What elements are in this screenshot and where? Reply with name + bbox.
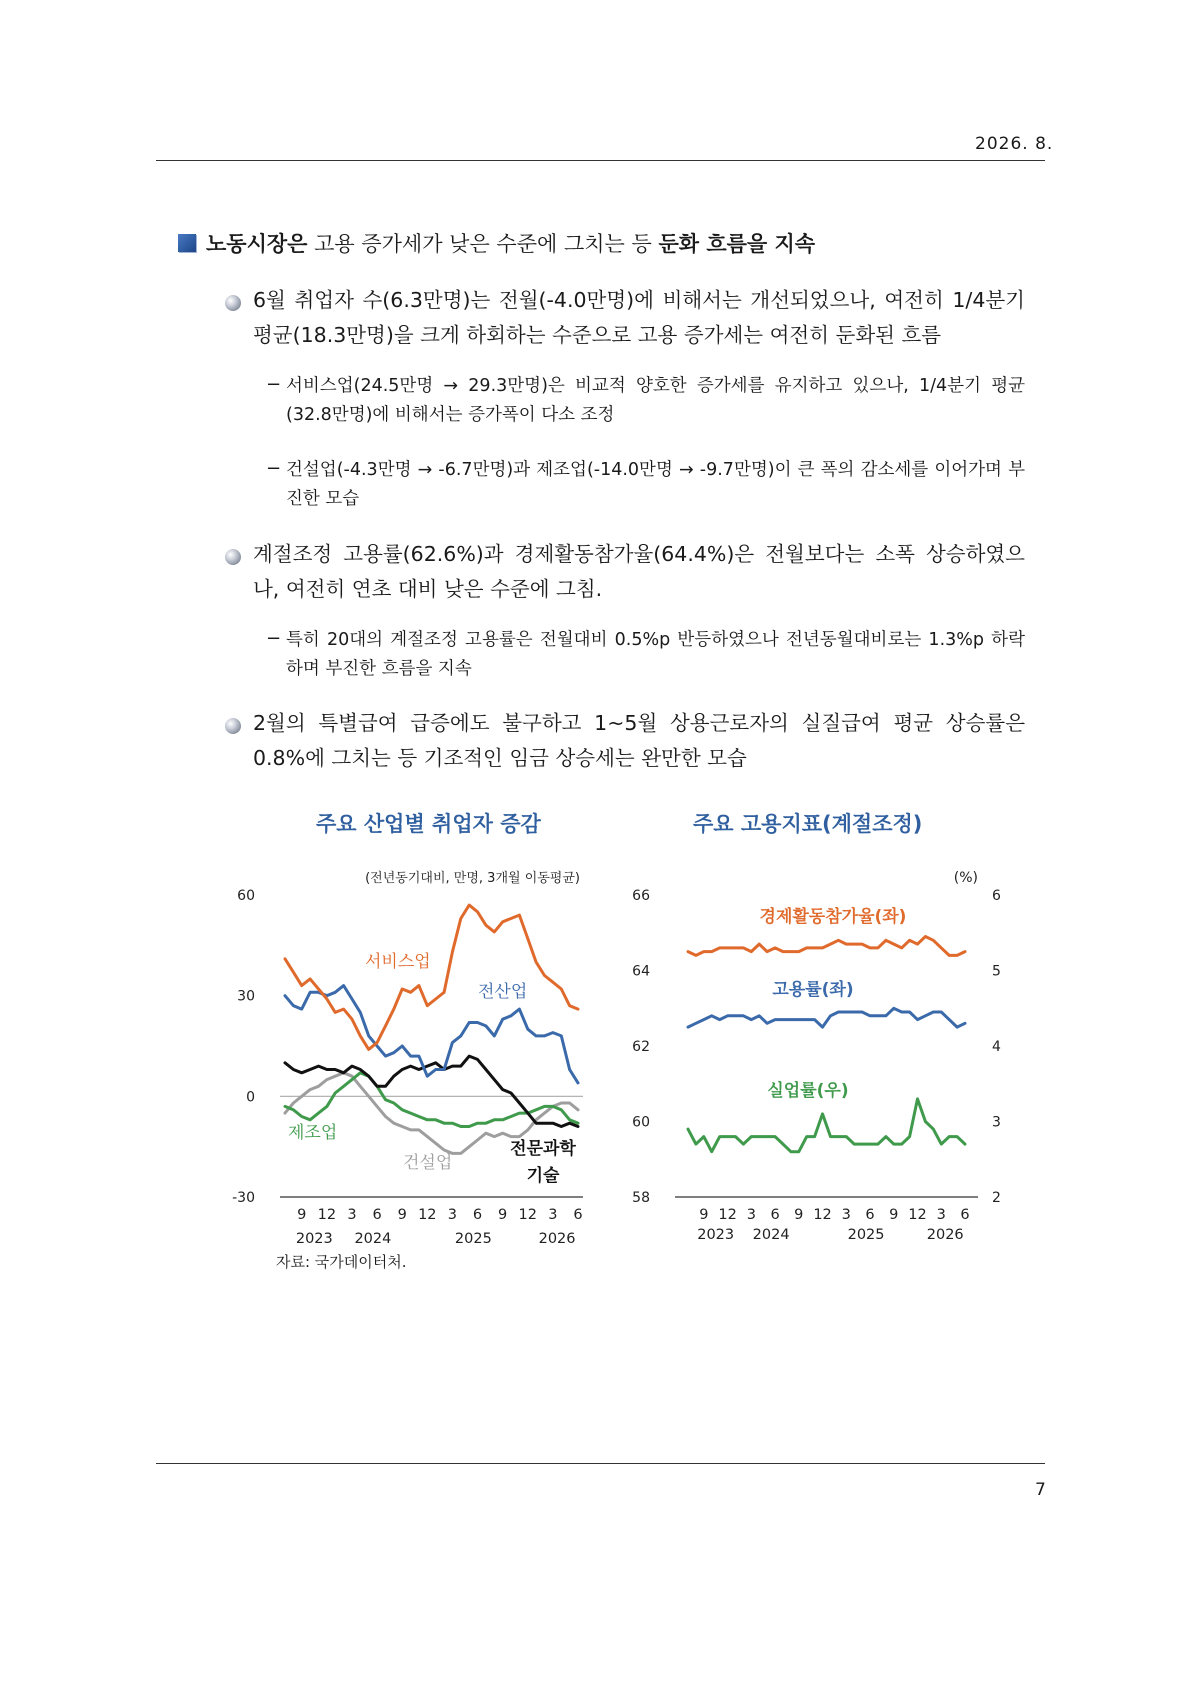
header-rule [156,160,1045,161]
x-tick-label: 6 [372,1207,382,1223]
bullet-ball-icon [225,549,241,565]
y-tick-label-right: 6 [992,888,1001,904]
x-tick-label: 6 [770,1207,780,1223]
unit-note: (%) [953,870,978,886]
x-tick-label: 3 [936,1207,946,1223]
year-label: 2026 [538,1231,576,1247]
x-tick-label: 12 [908,1207,927,1223]
dash-marker: − [266,458,282,479]
section-square-icon [178,234,196,252]
bullet-paragraph-3: 2월의 특별급여 급증에도 불구하고 1~5월 상용근로자의 실질급여 평균 상승률은 0.8%에 그치는 등 기조적인 임금 상승세는 완만한 모습 [253,711,1025,770]
publication-date: 2026. 8. [975,134,1054,154]
dash-marker: − [266,374,282,395]
x-tick-label: 9 [794,1207,804,1223]
year-label: 2023 [295,1231,333,1247]
x-tick-label: 3 [746,1207,756,1223]
year-label: 2025 [454,1231,492,1247]
x-tick-label: 9 [699,1207,709,1223]
y-tick-label: 30 [237,988,255,1005]
x-tick-label: 6 [865,1207,875,1223]
x-tick-label: 6 [573,1207,583,1223]
y-tick-label-left: 64 [632,963,650,980]
chart-1-title: 주요 산업별 취업자 증감 [316,812,541,836]
sub-paragraph-1-1: 서비스업(24.5만명 → 29.3만명)은 비교적 양호한 증가세를 유지하고 있으나, 1/4분기 평균(32.8만명)에 비해서는 증가폭이 다소 조정 [286,376,1025,425]
bullet-ball-icon [225,718,241,734]
employment-indicators-chart [620,860,1020,1250]
series-line-2 [688,1008,965,1027]
year-label: 2024 [752,1227,790,1243]
x-tick-label: 9 [498,1207,508,1223]
y-tick-label-left: 62 [632,1039,650,1055]
industry-employment-chart [225,860,605,1250]
year-label: 2026 [926,1227,964,1243]
sub-paragraph-1-2: 건설업(-4.3만명 → -6.7만명)과 제조업(-14.0만명 → -9.7만명)이 큰 폭의 감소세를 이어가며 부진한 모습 [286,460,1025,509]
x-tick-label: 3 [841,1207,851,1223]
series-label: 서비스업 [365,952,431,972]
x-tick-label: 6 [960,1207,970,1223]
series-label: 기술 [526,1166,560,1186]
x-tick-label: 3 [447,1207,458,1223]
y-tick-label-right: 3 [992,1114,1001,1131]
x-tick-label: 9 [297,1207,307,1223]
dash-marker: − [266,628,282,649]
x-tick-label: 3 [548,1207,558,1223]
x-tick-label: 12 [718,1207,737,1223]
series-label: 건설업 [403,1153,453,1173]
year-label: 2024 [354,1231,392,1247]
y-tick-label-left: 58 [632,1190,650,1206]
x-tick-label: 12 [418,1207,437,1223]
unit-note: (전년동기대비, 만명, 3개월 이동평균) [365,871,580,886]
page-number: 7 [1035,1480,1046,1500]
y-tick-label-left: 60 [632,1114,650,1131]
x-tick-label: 6 [472,1207,483,1223]
bullet-paragraph-1: 6월 취업자 수(6.3만명)는 전월(-4.0만명)에 비해서는 개선되었으나, 여전히 1/4분기 평균(18.3만명)을 크게 하회하는 수준으로 고용 증가세는 여전히 둔화된 흐름 [253,288,1025,347]
y-tick-label: 0 [246,1089,255,1106]
x-tick-label: 9 [397,1207,407,1223]
section-title-bold-2: 둔화 흐름을 지속 [658,232,816,256]
series-label: 전산업 [478,982,528,1002]
year-label: 2025 [847,1227,885,1243]
y-tick-label-right: 4 [992,1039,1001,1055]
x-tick-label: 3 [347,1207,357,1223]
series-line-3 [285,1056,578,1126]
year-label: 2023 [697,1227,735,1243]
y-tick-label-right: 5 [992,963,1001,980]
bullet-paragraph-2: 계절조정 고용률(62.6%)과 경제활동참가율(64.4%)은 전월보다는 소폭 상승하였으나, 여전히 연초 대비 낮은 수준에 그침. [253,542,1025,601]
series-label: 제조업 [288,1123,338,1143]
x-tick-label: 12 [813,1207,832,1223]
y-tick-label-left: 66 [632,888,650,904]
series-line-3 [688,1099,965,1152]
y-tick-label: 60 [237,888,255,904]
series-label: 전문과학 [510,1139,576,1159]
x-tick-label: 9 [889,1207,899,1223]
section-title-normal: 고용 증가세가 낮은 수준에 그치는 등 [307,232,659,256]
section-title-bold-1: 노동시장은 [206,232,308,256]
series-line-1 [688,937,965,956]
footer-rule [156,1463,1045,1464]
series-label: 고용률(좌) [772,980,854,1000]
chart-2-title: 주요 고용지표(계절조정) [693,812,923,836]
source-note: 자료: 국가데이터처. [276,1253,407,1271]
bullet-ball-icon [225,295,241,311]
series-label: 실업률(우) [767,1081,849,1101]
y-tick-label-right: 2 [992,1190,1001,1206]
section-title [178,228,815,258]
series-label: 경제활동참가율(좌) [759,907,907,927]
y-tick-label: -30 [232,1190,255,1206]
x-tick-label: 12 [317,1207,337,1223]
x-tick-label: 12 [518,1207,537,1223]
series-line-1 [285,905,578,1049]
sub-paragraph-2-1: 특히 20대의 계절조정 고용률은 전월대비 0.5%p 반등하였으나 전년동월대비로는 1.3%p 하락하며 부진한 흐름을 지속 [286,630,1025,679]
